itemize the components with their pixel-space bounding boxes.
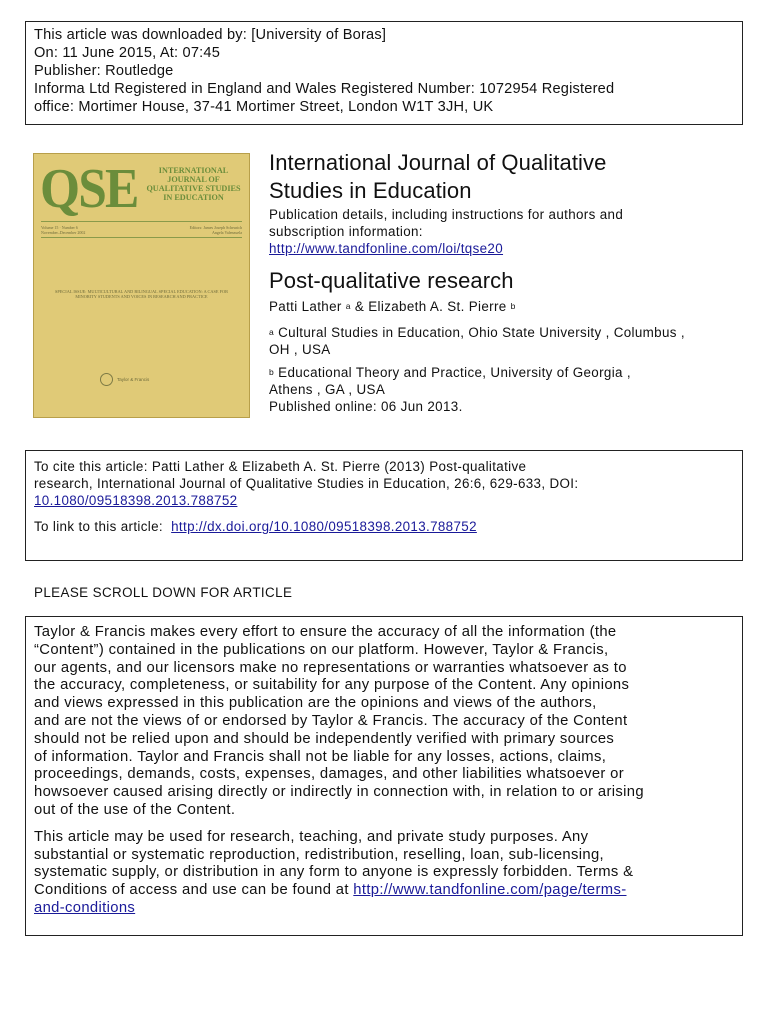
disclaimer-box bbox=[25, 616, 743, 936]
author-join: & Elizabeth A. St. Pierre bbox=[354, 299, 507, 314]
affiliation-a bbox=[269, 324, 685, 341]
scroll-note: PLEASE SCROLL DOWN FOR ARTICLE bbox=[34, 585, 293, 600]
citation-line1: To cite this article: Patti Lather & Elizabeth A. St. Pierre (2013) Post-qualitative bbox=[34, 459, 527, 474]
disclaimer-line: proceedings, demands, costs, expenses, damages, and other liabilities whatsoever or bbox=[34, 766, 625, 783]
cover-publisher bbox=[100, 371, 184, 387]
disclaimer-line: “Content”) contained in the publications on our platform. However, Taylor & Francis, bbox=[34, 641, 609, 658]
disclaimer-line: substantial or systematic reproduction, redistribution, reselling, loan, sub-licensing, bbox=[34, 846, 604, 863]
terms-line bbox=[34, 882, 734, 900]
author-1-sup: a bbox=[345, 301, 351, 311]
cover-journal-name: INTERNATIONAL JOURNAL OF QUALITATIVE STUDIES IN EDUCATION bbox=[146, 166, 241, 202]
download-notice-box bbox=[25, 21, 743, 125]
disclaimer-line: our agents, and our licensors make no representations or warranties whatsoever as to bbox=[34, 659, 627, 676]
download-line: This article was downloaded by: [University of Boras] bbox=[34, 27, 387, 43]
publisher-emblem-icon bbox=[100, 373, 113, 386]
cover-special-issue: SPECIAL ISSUE: MULTICULTURAL AND BILINGUAL SPECIAL EDUCATION: A CASE FOR MINORITY STUDENTS AND VOICES IN RESEARCH AND PRACTICE bbox=[55, 289, 228, 300]
disclaimer-line: out of the use of the Content. bbox=[34, 801, 236, 818]
disclaimer-paragraph-2 bbox=[34, 829, 734, 882]
disclaimer-line: systematic supply, or distribution in any form to anyone is expressly forbidden. Terms & bbox=[34, 864, 634, 881]
cover-volume: Volume 15 · Number 6 bbox=[41, 225, 78, 230]
article-title: Post-qualitative research bbox=[269, 268, 514, 293]
pub-details-line1: Publication details, including instructions for authors and bbox=[269, 207, 624, 222]
journal-url-link[interactable]: http://www.tandfonline.com/loi/tqse20 bbox=[269, 241, 504, 256]
journal-title-line1: International Journal of Qualitative bbox=[269, 150, 607, 175]
cover-date: November–December 2002 bbox=[41, 230, 86, 235]
citation-line2: research, International Journal of Qualitative Studies in Education, 26:6, 629-633, DOI: bbox=[34, 476, 579, 491]
cover-rule bbox=[41, 237, 242, 238]
disclaimer-line: Taylor & Francis makes every effort to ensure the accuracy of all the information (the bbox=[34, 624, 617, 640]
disclaimer-line: and are not the views of or endorsed by Taylor & Francis. The accuracy of the Content bbox=[34, 712, 628, 729]
journal-title-line2: Studies in Education bbox=[269, 178, 472, 203]
aff-a-sup: a bbox=[269, 327, 275, 337]
aff-b-line1: Educational Theory and Practice, University of Georgia , bbox=[278, 365, 631, 380]
cover-editor2: Angela Valenzuela bbox=[211, 230, 242, 235]
doi-link[interactable]: 10.1080/09518398.2013.788752 bbox=[34, 493, 238, 508]
aff-a-line2: OH , USA bbox=[269, 342, 331, 357]
disclaimer-line: the accuracy, completeness, or suitability for any purpose of the Content. Any opinions bbox=[34, 677, 630, 694]
author-1: Patti Lather bbox=[269, 299, 342, 314]
disclaimer-line: should not be relied upon and should be independently verified with primary sources bbox=[34, 730, 615, 747]
journal-cover-image bbox=[33, 153, 250, 418]
cover-editors: Editors: James Joseph Scheurich bbox=[189, 225, 242, 230]
cover-publisher-name: Taylor & Francis bbox=[117, 376, 150, 382]
aff-b-sup: b bbox=[269, 367, 275, 377]
aff-a-line1: Cultural Studies in Education, Ohio State University , Columbus , bbox=[278, 325, 685, 340]
registration-line: Informa Ltd Registered in England and Wales Registered Number: 1072954 Registered bbox=[34, 81, 615, 97]
published-date: Published online: 06 Jun 2013. bbox=[269, 399, 463, 414]
disclaimer-line: of information. Taylor and Francis shall not be liable for any losses, actions, claims, bbox=[34, 748, 607, 765]
affiliation-b bbox=[269, 364, 631, 381]
office-line: office: Mortimer House, 37-41 Mortimer Street, London W1T 3JH, UK bbox=[34, 99, 494, 115]
terms-link-continued[interactable]: and-conditions bbox=[34, 899, 136, 916]
aff-b-line2: Athens , GA , USA bbox=[269, 382, 386, 397]
disclaimer-paragraph-1 bbox=[34, 624, 734, 820]
author-2-sup: b bbox=[510, 301, 516, 311]
download-date: On: 11 June 2015, At: 07:45 bbox=[34, 45, 221, 61]
disclaimer-line: and views expressed in this publication are the opinions and views of the authors, bbox=[34, 695, 597, 712]
authors-line bbox=[269, 298, 516, 315]
link-label: To link to this article: bbox=[34, 519, 163, 534]
pub-details-line2: subscription information: bbox=[269, 224, 423, 239]
disclaimer-line: howsoever caused arising directly or indirectly in connection with, in relation to or arising bbox=[34, 784, 644, 801]
publisher-line: Publisher: Routledge bbox=[34, 63, 174, 79]
article-link[interactable]: http://dx.doi.org/10.1080/09518398.2013.788752 bbox=[171, 519, 477, 534]
terms-link[interactable]: http://www.tandfonline.com/page/terms- bbox=[353, 882, 627, 899]
terms-prefix: Conditions of access and use can be found at bbox=[34, 882, 349, 899]
cover-rule bbox=[41, 221, 242, 222]
citation-box bbox=[25, 450, 743, 561]
cover-logo: QSE bbox=[40, 158, 138, 220]
cover-meta bbox=[41, 225, 242, 235]
disclaimer-line: This article may be used for research, teaching, and private study purposes. Any bbox=[34, 828, 589, 845]
